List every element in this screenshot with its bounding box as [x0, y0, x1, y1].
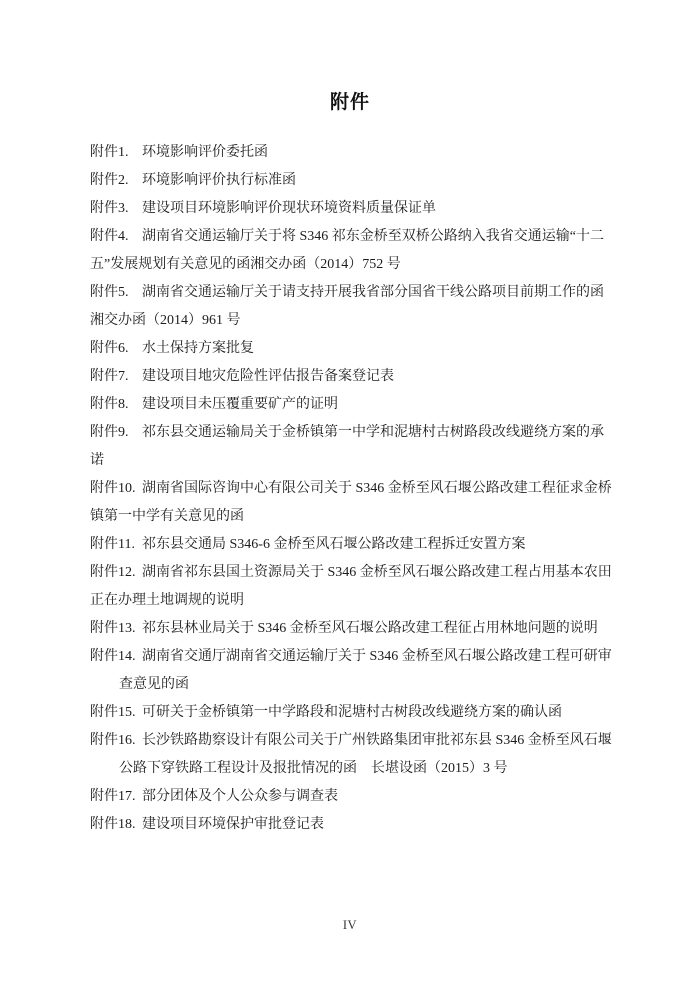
attachment-label: 附件5. — [90, 285, 129, 300]
page-number: IV — [342, 918, 358, 932]
attachment-item — [90, 195, 630, 223]
attachment-continuation-line: 镇第一中学有关意见的函 — [90, 509, 244, 524]
attachment-continuation-line: 正在办理土地调规的说明 — [90, 593, 244, 608]
attachment-title-text: 建设项目未压覆重要矿产的证明 — [142, 397, 338, 412]
attachment-title-text: 环境影响评价执行标准函 — [142, 173, 296, 188]
attachment-title-text: 湖南省交通运输厅关于请支持开展我省部分国省干线公路项目前期工作的函 — [142, 285, 604, 300]
attachment-first-line — [90, 335, 630, 363]
attachment-label: 附件13. — [90, 621, 136, 636]
attachment-first-line — [90, 279, 630, 307]
attachment-item — [90, 643, 630, 699]
attachment-first-line — [90, 727, 630, 755]
attachment-label: 附件10. — [90, 481, 136, 496]
attachment-item — [90, 139, 630, 167]
attachment-label: 附件14. — [90, 649, 136, 664]
attachment-item — [90, 167, 630, 195]
attachment-item — [90, 363, 630, 391]
attachment-item — [90, 727, 630, 783]
attachment-title-text: 建设项目环境影响评价现状环境资料质量保证单 — [142, 201, 436, 216]
attachment-first-line — [90, 531, 630, 559]
attachment-item — [90, 475, 630, 531]
attachment-first-line — [90, 167, 630, 195]
attachment-label: 附件3. — [90, 201, 129, 216]
attachment-title-text: 祁东县交通运输局关于金桥镇第一中学和泥塘村古树路段改线避绕方案的承 — [142, 425, 604, 440]
attachment-first-line — [90, 811, 630, 839]
attachment-label: 附件18. — [90, 817, 136, 832]
attachment-label: 附件7. — [90, 369, 129, 384]
attachment-label: 附件17. — [90, 789, 136, 804]
attachment-first-line — [90, 419, 630, 447]
attachment-continuation-line: 诺 — [90, 453, 104, 468]
attachment-title-text: 湖南省国际咨询中心有限公司关于 S346 金桥至风石堰公路改建工程征求金桥 — [142, 481, 612, 496]
attachment-first-line — [90, 195, 630, 223]
attachment-continuation-line: 五”发展规划有关意见的函湘交办函（2014）752 号 — [90, 257, 401, 272]
attachment-first-line — [90, 699, 630, 727]
attachment-title-text: 长沙铁路勘察设计有限公司关于广州铁路集团审批祁东县 S346 金桥至风石堰 — [142, 733, 612, 748]
attachment-item — [90, 559, 630, 615]
attachment-title-text: 湖南省祁东县国土资源局关于 S346 金桥至风石堰公路改建工程占用基本农田 — [142, 565, 612, 580]
attachment-first-line — [90, 475, 630, 503]
attachment-list — [90, 139, 630, 839]
attachment-item — [90, 391, 630, 419]
attachment-item — [90, 811, 630, 839]
attachment-title-text: 湖南省交通运输厅关于将 S346 祁东金桥至双桥公路纳入我省交通运输“十二 — [142, 229, 604, 244]
attachment-label: 附件4. — [90, 229, 129, 244]
attachment-item — [90, 699, 630, 727]
attachment-title-text: 湖南省交通厅湖南省交通运输厅关于 S346 金桥至风石堰公路改建工程可研审 — [142, 649, 612, 664]
attachment-title-text: 建设项目环境保护审批登记表 — [142, 817, 324, 832]
attachment-title-text: 部分团体及个人公众参与调查表 — [142, 789, 338, 804]
attachment-title-text: 水土保持方案批复 — [142, 341, 254, 356]
attachment-item — [90, 223, 630, 279]
attachment-first-line — [90, 643, 630, 671]
attachment-label: 附件9. — [90, 425, 129, 440]
attachment-item — [90, 531, 630, 559]
attachment-label: 附件1. — [90, 145, 129, 160]
attachment-first-line — [90, 223, 630, 251]
attachment-first-line — [90, 139, 630, 167]
attachment-item — [90, 335, 630, 363]
attachment-first-line — [90, 363, 630, 391]
attachment-title-text: 祁东县林业局关于 S346 金桥至风石堰公路改建工程征占用林地问题的说明 — [142, 621, 598, 636]
attachment-label: 附件8. — [90, 397, 129, 412]
attachment-continuation-line: 查意见的函 — [119, 677, 189, 692]
attachment-label: 附件2. — [90, 173, 129, 188]
attachment-item — [90, 279, 630, 335]
attachment-item — [90, 783, 630, 811]
attachment-first-line — [90, 615, 630, 643]
attachment-title-text: 祁东县交通局 S346-6 金桥至风石堰公路改建工程拆迁安置方案 — [142, 537, 526, 552]
attachment-first-line — [90, 783, 630, 811]
attachment-label: 附件11. — [90, 537, 135, 552]
attachment-continuation-line: 湘交办函（2014）961 号 — [90, 313, 241, 328]
attachment-title-text: 建设项目地灾危险性评估报告备案登记表 — [142, 369, 394, 384]
attachment-item — [90, 615, 630, 643]
attachment-label: 附件12. — [90, 565, 136, 580]
attachment-title-text: 环境影响评价委托函 — [142, 145, 268, 160]
attachment-first-line — [90, 391, 630, 419]
attachment-continuation-line: 公路下穿铁路工程设计及报批情况的函 长堪设函（2015）3 号 — [119, 761, 508, 776]
attachment-title-text: 可研关于金桥镇第一中学路段和泥塘村古树段改线避绕方案的确认函 — [142, 705, 562, 720]
attachment-item — [90, 419, 630, 475]
attachment-label: 附件6. — [90, 341, 129, 356]
attachment-label: 附件16. — [90, 733, 136, 748]
attachment-label: 附件15. — [90, 705, 136, 720]
attachment-first-line — [90, 559, 630, 587]
page-title: 附件 — [329, 91, 370, 113]
